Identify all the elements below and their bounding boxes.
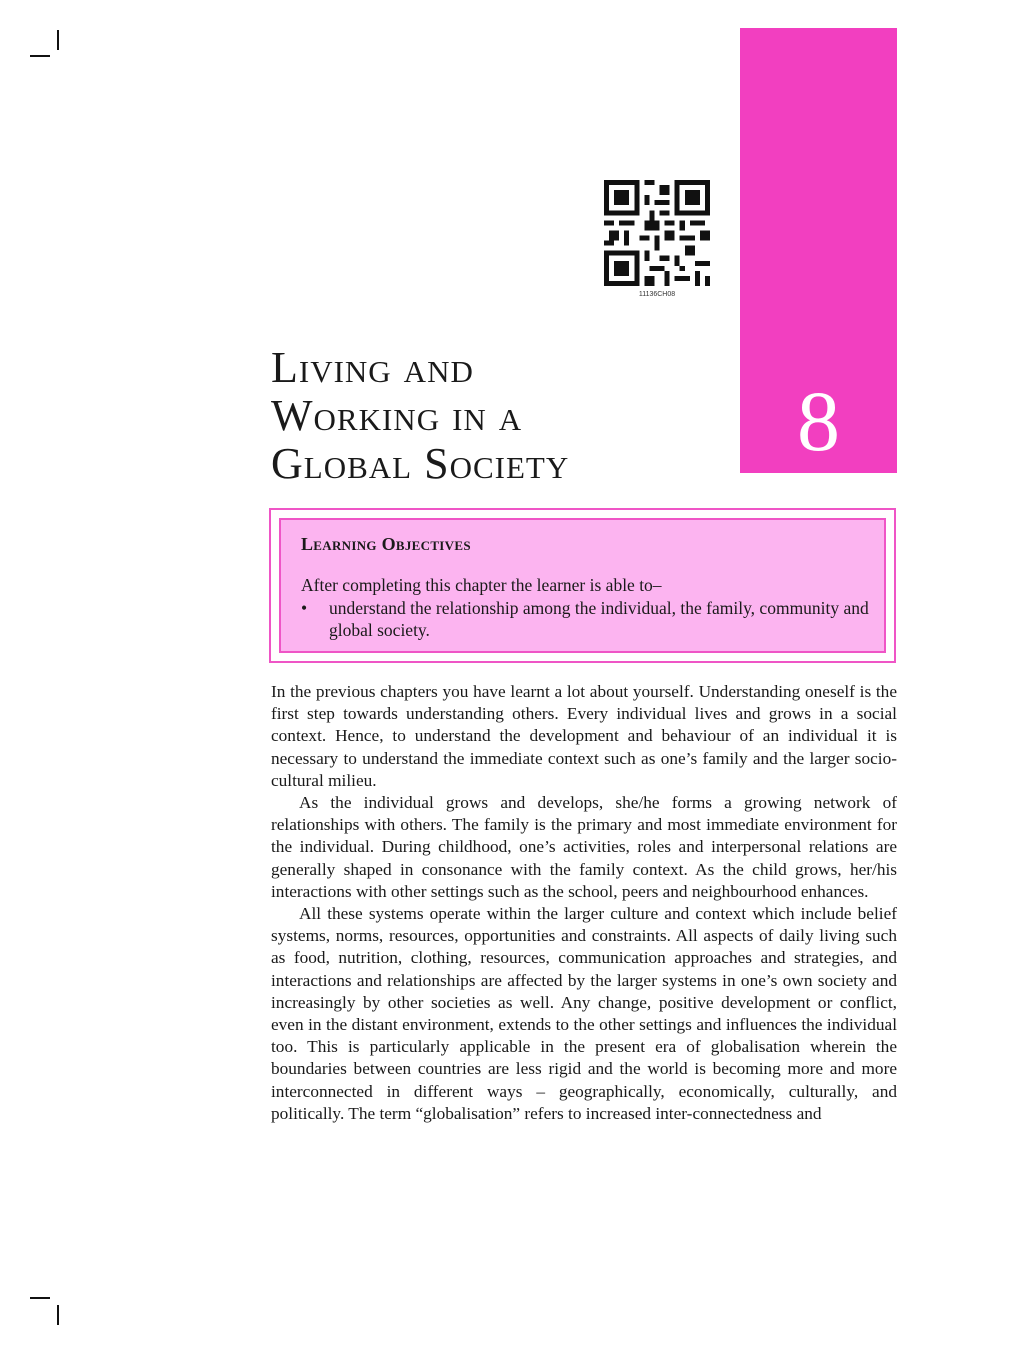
crop-mark-bottom-left-v [57, 1305, 59, 1325]
learning-objective-item [301, 597, 871, 641]
qr-code-icon[interactable] [604, 180, 710, 286]
body-text [271, 681, 897, 1125]
learning-objectives-inner [279, 518, 886, 653]
qr-caption: 11136CH08 [638, 291, 676, 298]
learning-objective-text: understand the relationship among the individual, the family, community and global society. [329, 598, 869, 640]
chapter-title [271, 344, 721, 488]
bullet-icon: • [301, 598, 308, 618]
crop-mark-bottom-left-h [30, 1297, 50, 1299]
chapter-number: 8 [797, 373, 840, 469]
learning-objectives-intro: After completing this chapter the learner is able to– [301, 575, 662, 595]
crop-mark-top-left-v [57, 30, 59, 50]
chapter-band [740, 28, 897, 473]
body-paragraph: As the individual grows and develops, she/he forms a growing network of relationships with others. The family is the primary and most immediate environment for the individual. During childhood, one’s activities, roles and interpersonal relations are generally shaped in consonance with the family context. As the child grows, her/his interactions with other settings such as the school, peers and neighbourhood enhances. [271, 793, 897, 901]
crop-mark-top-left-h [30, 55, 50, 57]
learning-objectives-box [269, 508, 896, 663]
chapter-title-line: Living and [271, 343, 474, 392]
chapter-title-line: Working in a [271, 391, 523, 440]
chapter-title-line: Global Society [271, 439, 570, 488]
learning-objectives-heading: Learning Objectives [301, 534, 471, 554]
body-paragraph: In the previous chapters you have learnt a lot about yourself. Understanding oneself is the first step towards understanding others. Every individual lives and grows in a social context. Hence, to understand the development and behaviour of an individual it is necessary to understand the immediate context such as one’s family and the larger socio-cultural milieu. [271, 682, 897, 790]
body-paragraph: All these systems operate within the larger culture and context which include belief systems, norms, resources, opportunities and constraints. All aspects of daily living such as food, nutrition, clothing, resources, communication approaches and strategies, and interactions and relationships are affected by the larger systems in one’s own society and increasingly by other societies as well. Any change, positive development or conflict, even in the distant environment, extends to the other settings and influences the individual too. This is particularly applicable in the present era of globalisation wherein the boundaries between countries are less rigid and the world is becoming more and more interconnected in different ways – geographically, economically, culturally, and politically. The term “globalisation” refers to increased inter-connectedness and [271, 904, 897, 1123]
